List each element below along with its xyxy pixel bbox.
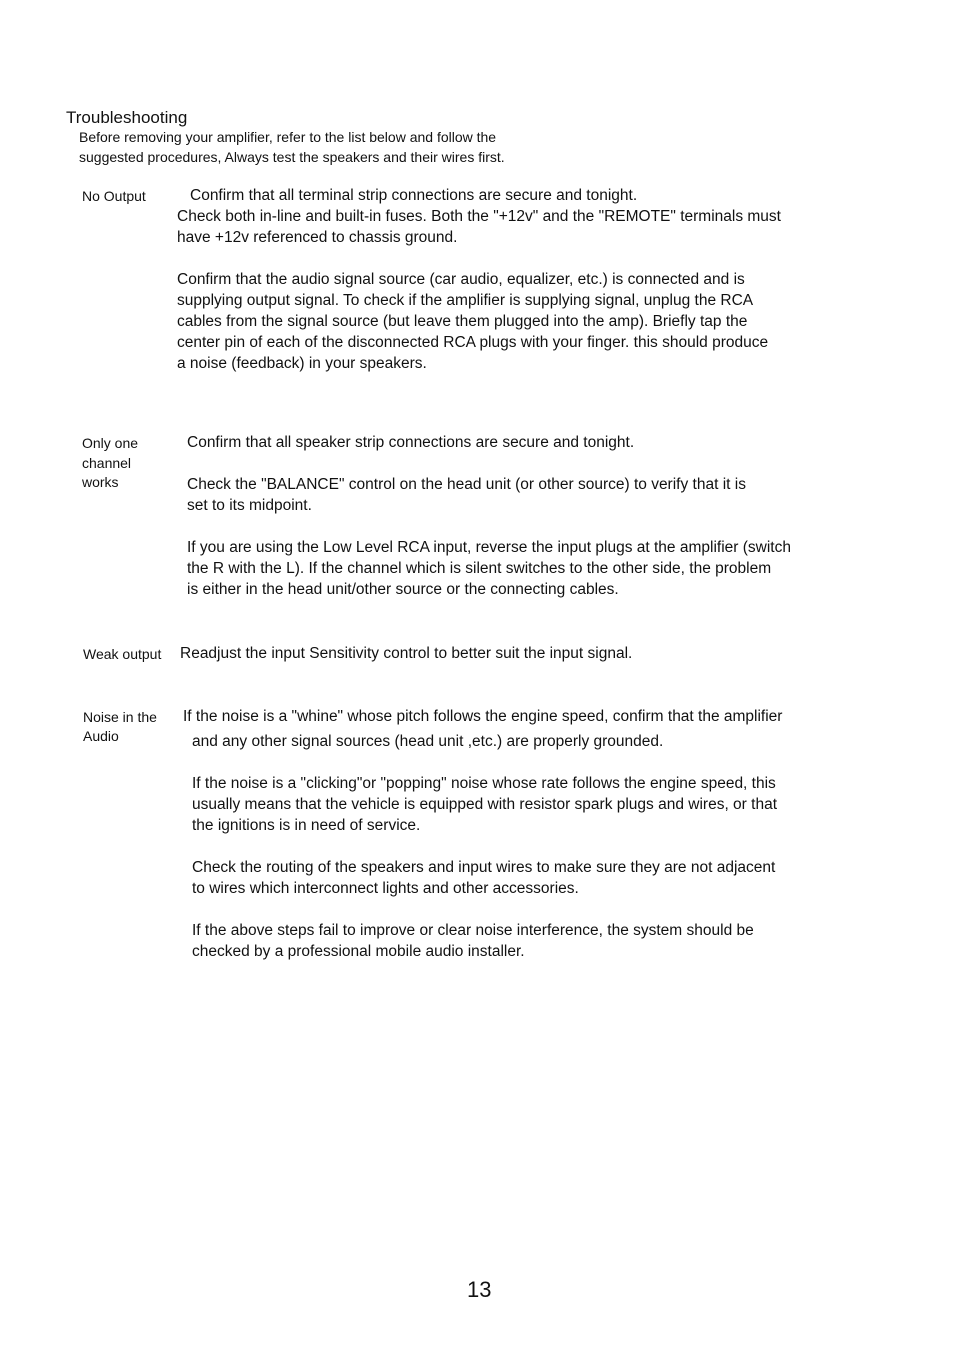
section-text-line: Confirm that the audio signal source (car audio, equalizer, etc.) is connected and is xyxy=(177,271,745,288)
section-text-line: Readjust the input Sensitivity control to better suit the input signal. xyxy=(180,645,633,662)
section-text-line: cables from the signal source (but leave them plugged into the amp). Briefly tap the xyxy=(177,313,748,330)
section-text-line: If the noise is a "whine" whose pitch follows the engine speed, confirm that the amplifier xyxy=(183,708,783,725)
section-text-line: is either in the head unit/other source or the connecting cables. xyxy=(187,581,619,598)
section-text-line: Confirm that all terminal strip connections are secure and tonight. xyxy=(190,187,638,204)
section-text-line: Check the "BALANCE" control on the head unit (or other source) to verify that it is xyxy=(187,476,746,493)
section-text-line: and any other signal sources (head unit ,etc.) are properly grounded. xyxy=(192,733,664,750)
section-text-line: to wires which interconnect lights and other accessories. xyxy=(192,880,579,897)
intro-line: suggested procedures, Always test the speakers and their wires first. xyxy=(79,149,505,165)
section-label-only-one-channel: channel xyxy=(82,455,132,471)
section-label-only-one-channel: Only one xyxy=(82,435,139,451)
section-text-line: have +12v referenced to chassis ground. xyxy=(177,229,458,246)
section-text-line: If you are using the Low Level RCA input, reverse the input plugs at the amplifier (switch xyxy=(187,539,791,556)
section-text-line: a noise (feedback) in your speakers. xyxy=(177,355,427,372)
section-text-line: Check the routing of the speakers and input wires to make sure they are not adjacent xyxy=(192,859,776,876)
intro-line: Before removing your amplifier, refer to the list below and follow the xyxy=(79,129,497,145)
section-label-no-output: No Output xyxy=(82,188,146,204)
section-text-line: set to its midpoint. xyxy=(187,497,312,514)
section-label-noise-in-audio: Noise in the xyxy=(83,709,157,725)
section-text-line: the ignitions is in need of service. xyxy=(192,817,421,834)
section-text-line: usually means that the vehicle is equipped with resistor spark plugs and wires, or that xyxy=(192,796,777,813)
section-text-line: Confirm that all speaker strip connections are secure and tonight. xyxy=(187,434,635,451)
section-text-line: center pin of each of the disconnected RCA plugs with your finger. this should produce xyxy=(177,334,769,351)
section-text-line: the R with the L). If the channel which is silent switches to the other side, the problem xyxy=(187,560,772,577)
section-text-line: Check both in-line and built-in fuses. Both the "+12v" and the "REMOTE" terminals must xyxy=(177,208,781,225)
section-label-only-one-channel: works xyxy=(82,474,119,490)
page-number: 13 xyxy=(467,1277,492,1302)
section-label-noise-in-audio: Audio xyxy=(83,728,119,744)
section-text-line: checked by a professional mobile audio installer. xyxy=(192,943,525,960)
page-title: Troubleshooting xyxy=(66,108,188,127)
section-text-line: supplying output signal. To check if the amplifier is supplying signal, unplug the RCA xyxy=(177,292,754,309)
section-text-line: If the noise is a "clicking"or "popping" noise whose rate follows the engine speed, this xyxy=(192,775,776,792)
section-label-weak-output: Weak output xyxy=(83,646,162,662)
section-text-line: If the above steps fail to improve or clear noise interference, the system should be xyxy=(192,922,754,939)
